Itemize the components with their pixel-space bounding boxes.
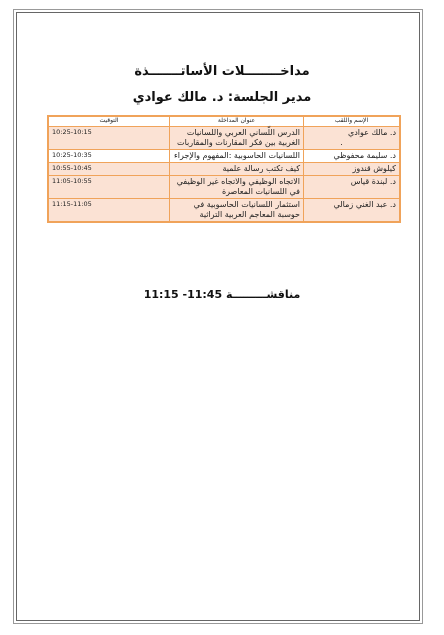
talk-title: كيف تكتب رسالة علمية xyxy=(170,163,304,176)
document-title: مداخــــــــلات الأساتـــــــذة xyxy=(134,64,310,79)
table-header-row xyxy=(48,116,400,127)
table-row xyxy=(48,127,400,150)
talk-time xyxy=(48,163,170,176)
header-title: عنوان المداخلة xyxy=(170,116,304,127)
talk-title: الاتجاه الوظيفي والاتجاه غير الوظيفي في اللسانيات المعاصرة xyxy=(170,176,304,199)
talk-time-text: 10:25-10:35 xyxy=(52,151,92,159)
table-row xyxy=(48,199,400,223)
speaker-name: د. عبد الغني زمالي xyxy=(304,199,401,223)
discussion-time: 11:15 -11:45 xyxy=(143,288,223,301)
speaker-name: د. لبندة قياس xyxy=(304,176,401,199)
speaker-name-text: د. مالك عوادي xyxy=(347,128,396,137)
speaker-name-extra: . xyxy=(340,138,343,147)
talk-time-text: 11:15-11:05 xyxy=(52,200,92,208)
table-row xyxy=(48,176,400,199)
discussion-label: مناقشـــــــــة xyxy=(225,288,301,301)
talk-title: الدرس اللّساني العربي واللسانيات الغربية بين فكر المقارنات والمقاربات xyxy=(170,127,304,150)
talk-time-text: 10:55-10:45 xyxy=(52,164,92,172)
talk-time-text: 10:25-10:15 xyxy=(52,128,92,136)
session-chair: مدير الجلسة: د. مالك عوادي xyxy=(132,90,312,105)
talk-title: اللسانيات الحاسوبية :المفهوم والإجراء xyxy=(170,150,304,163)
header-time: التوقيت xyxy=(48,116,170,127)
table-row xyxy=(48,163,400,176)
talk-time xyxy=(48,199,170,223)
speaker-name: د. سليمة محفوظي xyxy=(304,150,401,163)
talk-time xyxy=(48,150,170,163)
speaker-name xyxy=(304,127,401,150)
discussion-line xyxy=(0,288,444,301)
speaker-name: كيلوش قندوز xyxy=(304,163,401,176)
talk-title: استثمار اللسانيات الحاسوبية في حوسبة المعاجم العربية التراثية xyxy=(170,199,304,223)
talk-time xyxy=(48,176,170,199)
schedule-table xyxy=(47,115,401,223)
talk-time xyxy=(48,127,170,150)
talk-time-text: 11:05-10:55 xyxy=(52,177,92,185)
table-row xyxy=(48,150,400,163)
header-name: الإسم واللقب xyxy=(304,116,401,127)
